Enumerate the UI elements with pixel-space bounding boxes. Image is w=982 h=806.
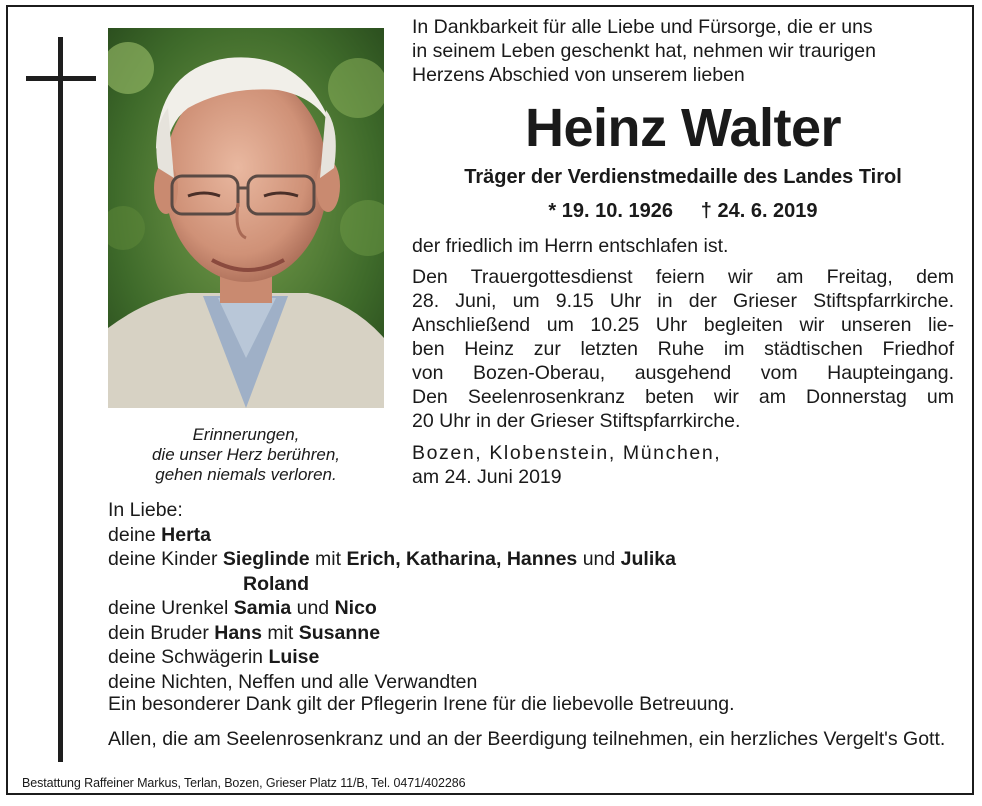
cross-icon (58, 37, 63, 762)
family-prefix: deine Kinder (108, 548, 223, 570)
family-prefix: deine (108, 523, 162, 546)
family-row-wife (108, 523, 968, 548)
family-row-child2 (108, 572, 968, 597)
service-line: Anschließend um 10.25 Uhr begleiten wir unseren lie- (412, 314, 954, 336)
death-date: † 24. 6. 2019 (700, 200, 818, 222)
portrait-photo (108, 28, 384, 408)
quote-line: Erinnerungen, (192, 425, 300, 444)
birth-date: * 19. 10. 1926 (548, 200, 673, 222)
service-line: 20 Uhr in der Grieser Stiftspfarrkirche. (412, 410, 741, 432)
family-connector: und (577, 548, 621, 570)
family-name: Luise (268, 646, 320, 668)
family-prefix: dein Bruder (108, 621, 215, 644)
date-line: am 24. Juni 2019 (412, 466, 562, 488)
family-name: Nico (334, 597, 377, 619)
intro-line: in seinem Leben geschenkt hat, nehmen wir traurigen (412, 40, 876, 62)
service-line: ben Heinz zur letzten Ruhe im städtischen Friedhof (412, 338, 954, 360)
intro-line: Herzens Abschied von unserem lieben (412, 64, 745, 86)
family-name: Samia (233, 597, 292, 619)
funeral-home-footer: Bestattung Raffeiner Markus, Terlan, Bozen, Grieser Platz 11/B, Tel. 0471/402286 (22, 776, 466, 790)
family-name: Hans (214, 621, 262, 644)
family-list (108, 498, 968, 694)
family-name: Julika (620, 548, 676, 570)
deceased-name: Heinz Walter (524, 98, 842, 158)
cross-icon-bar (26, 76, 96, 81)
family-row-relatives: deine Nichten, Neffen und alle Verwandten (108, 670, 478, 693)
thanks-text: Ein besonderer Dank gilt der Pflegerin Irene für die liebevolle Betreuung. (108, 693, 735, 715)
family-name: Sieglinde (222, 548, 310, 570)
family-heading: In Liebe: (108, 499, 183, 521)
family-prefix: deine Schwägerin (108, 646, 269, 668)
quote-line: gehen niemals verloren. (155, 465, 337, 484)
service-text (412, 265, 954, 433)
intro-text (412, 15, 954, 87)
died-text: der friedlich im Herrn entschlafen ist. (412, 235, 729, 257)
family-connector: mit (261, 621, 299, 644)
honor-line: Träger der Verdienstmedaille des Landes Tirol (464, 166, 902, 188)
closing-text: Allen, die am Seelenrosenkranz und an der Beerdigung teilnehmen, ein herzliches Vergelt's Gott. (108, 728, 946, 750)
family-prefix: deine Urenkel (108, 597, 234, 619)
family-name: Erich, Katharina, Hannes (346, 548, 578, 570)
quote-line: die unser Herz berühren, (151, 445, 341, 464)
family-name: Roland (243, 572, 310, 595)
intro-line: In Dankbarkeit für alle Liebe und Fürsorge, die er uns (412, 16, 873, 38)
family-row-greatgrandchildren (108, 596, 968, 621)
service-line: Den Seelenrosenkranz beten wir am Donnerstag um (412, 386, 954, 408)
life-dates (412, 198, 954, 224)
places-line: Bozen, Klobenstein, München, (412, 442, 722, 464)
family-row-brother (108, 621, 968, 646)
family-name: Susanne (298, 621, 381, 644)
service-line: von Bozen-Oberau, ausgehend vom Haupteingang. (412, 362, 954, 384)
family-connector: mit (309, 548, 347, 570)
family-row-sister-in-law (108, 645, 968, 670)
family-connector: und (291, 597, 335, 619)
family-row-children (108, 547, 968, 572)
service-line: Den Trauergottesdienst feiern wir am Freitag, dem (412, 266, 954, 288)
service-line: 28. Juni, um 9.15 Uhr in der Grieser Stiftspfarrkirche. (412, 290, 954, 312)
family-name: Herta (161, 523, 211, 546)
memorial-quote (108, 425, 384, 485)
